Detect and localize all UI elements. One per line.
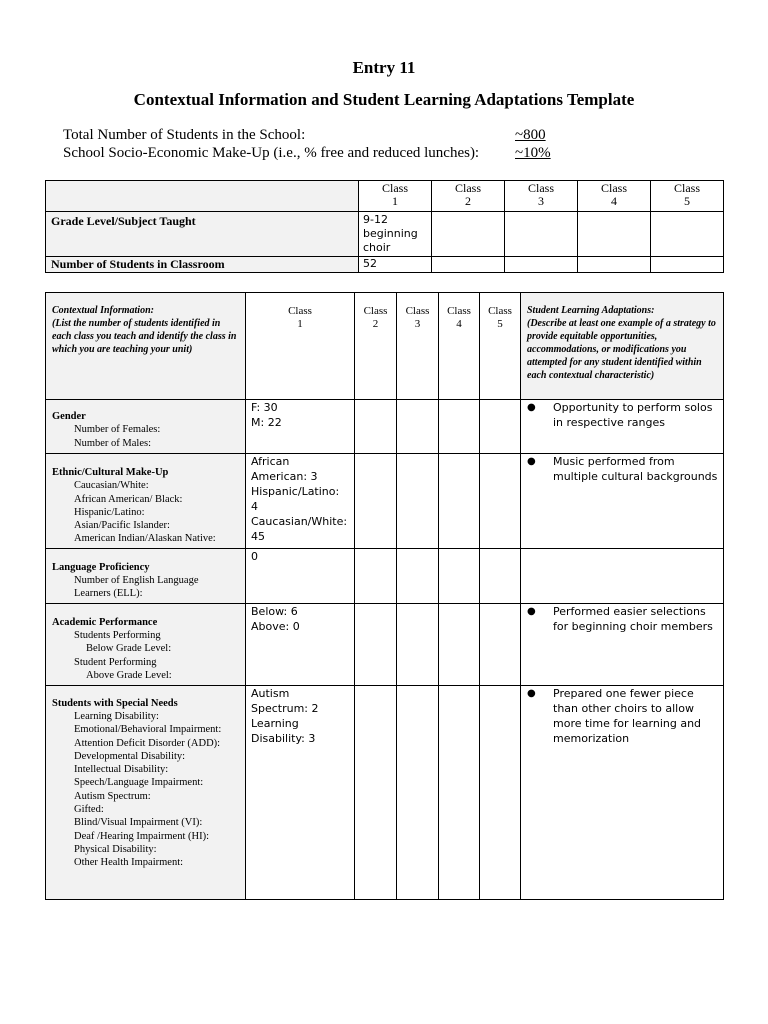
class-1-header: Class 1 [246, 293, 355, 400]
gender-class-1: F: 30 M: 22 [246, 400, 355, 454]
language-class-1: 0 [246, 548, 355, 603]
grade-level-class-2 [432, 212, 505, 257]
class-2-header: Class 2 [432, 181, 505, 212]
special-needs-class-3 [397, 685, 439, 899]
grade-level-class-1: 9-12 beginning choir [359, 212, 432, 257]
grade-level-class-4 [578, 212, 651, 257]
language-class-5 [480, 548, 521, 603]
gender-adaptation: ● Opportunity to perform solos in respective ranges [521, 400, 724, 454]
class-3-header: Class 3 [397, 293, 439, 400]
grade-level-row [46, 212, 724, 257]
special-needs-row [46, 685, 724, 899]
special-needs-class-5 [480, 685, 521, 899]
grade-level-label: Grade Level/Subject Taught [46, 212, 359, 257]
academic-class-4 [439, 603, 480, 685]
academic-class-1: Below: 6 Above: 0 [246, 603, 355, 685]
gender-category: Gender Number of Females: Number of Males: [46, 400, 246, 454]
academic-class-3 [397, 603, 439, 685]
academic-row [46, 603, 724, 685]
gender-class-3 [397, 400, 439, 454]
academic-class-2 [355, 603, 397, 685]
language-category: Language Proficiency Number of English Language Learners (ELL): [46, 548, 246, 603]
language-class-3 [397, 548, 439, 603]
contextual-information-table [45, 292, 724, 900]
language-class-2 [355, 548, 397, 603]
special-needs-category: Students with Special Needs Learning Disability: Emotional/Behavioral Impairment: Attention Deficit Disorder (ADD): Developmental Disability: Intellectual Disability: Speech/Language Impairment: Autism Spectrum: Gifted: Blind/Visual Impairment (VI): Deaf /Hearing Impairment (HI): Physical Disability: Other Health Impairment: [46, 685, 246, 899]
students-class-3 [505, 257, 578, 273]
students-in-classroom-class-1: 52 [359, 257, 432, 273]
class-header-row [46, 181, 724, 212]
ethnic-adaptation: ● Music performed from multiple cultural backgrounds [521, 454, 724, 549]
bullet-icon: ● [527, 687, 536, 699]
special-needs-class-1: Autism Spectrum: 2 Learning Disability: 3 [246, 685, 355, 899]
bullet-icon: ● [527, 456, 536, 467]
students-in-classroom-row [46, 257, 724, 273]
ethnic-category: Ethnic/Cultural Make-Up Caucasian/White: African American/ Black: Hispanic/Latino: Asian/Pacific Islander: American Indian/Alaskan Native: [46, 454, 246, 549]
bullet-icon: ● [527, 402, 536, 413]
class-2-header: Class 2 [355, 293, 397, 400]
class-5-header: Class 5 [651, 181, 724, 212]
gender-class-5 [480, 400, 521, 454]
academic-class-5 [480, 603, 521, 685]
contextual-information-header: Contextual Information: (List the number of students identified in each class you teach and identify the class in which you are teaching your unit) [46, 293, 246, 400]
total-students-value: ~800 [515, 127, 546, 143]
blank-header-cell [46, 181, 359, 212]
students-in-classroom-label: Number of Students in Classroom [46, 257, 359, 273]
ethnic-class-2 [355, 454, 397, 549]
class-3-header: Class 3 [505, 181, 578, 212]
language-row [46, 548, 724, 603]
language-class-4 [439, 548, 480, 603]
class-4-header: Class 4 [439, 293, 480, 400]
special-needs-class-4 [439, 685, 480, 899]
ethnic-class-5 [480, 454, 521, 549]
ethnic-class-3 [397, 454, 439, 549]
template-title: Contextual Information and Student Learning Adaptations Template [133, 90, 635, 109]
socio-economic-label: School Socio-Economic Make-Up (i.e., % free and reduced lunches): [63, 145, 480, 161]
context-header-row [46, 293, 724, 400]
ethnic-row [46, 454, 724, 549]
special-needs-adaptation: ● Prepared one fewer piece than other choirs to allow more time for learning and memorization [521, 685, 724, 899]
student-learning-adaptations-header: Student Learning Adaptations: (Describe at least one example of a strategy to provide equitable opportunities, accommodations, or modifications you attempted for any student identified within each contextual characteristic) [521, 293, 724, 400]
entry-title: Entry 11 [352, 58, 416, 77]
class-overview-table [45, 180, 724, 273]
grade-level-class-5 [651, 212, 724, 257]
bullet-icon: ● [527, 605, 536, 617]
ethnic-class-4 [439, 454, 480, 549]
gender-class-4 [439, 400, 480, 454]
academic-category: Academic Performance Students Performing Below Grade Level: Student Performing Above Grade Level: [46, 603, 246, 685]
grade-level-class-3 [505, 212, 578, 257]
class-5-header: Class 5 [480, 293, 521, 400]
class-1-header: Class 1 [359, 181, 432, 212]
students-class-5 [651, 257, 724, 273]
gender-class-2 [355, 400, 397, 454]
students-class-4 [578, 257, 651, 273]
special-needs-class-2 [355, 685, 397, 899]
academic-adaptation: ● Performed easier selections for beginning choir members [521, 603, 724, 685]
total-students-label: Total Number of Students in the School: [63, 127, 306, 143]
class-4-header: Class 4 [578, 181, 651, 212]
language-adaptation [521, 548, 724, 603]
ethnic-class-1: African American: 3 Hispanic/Latino: 4 Caucasian/White: 45 [246, 454, 355, 549]
gender-row [46, 400, 724, 454]
socio-economic-value: ~10% [515, 145, 551, 161]
students-class-2 [432, 257, 505, 273]
